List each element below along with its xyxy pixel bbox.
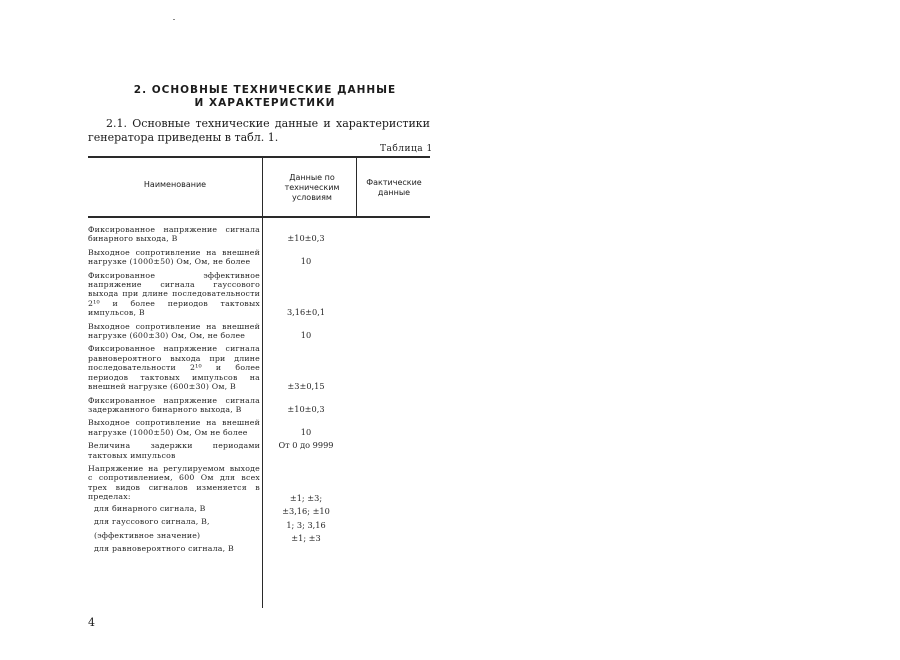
table-row [88, 441, 430, 460]
row-value [262, 271, 350, 318]
table-label: Таблица 1 [380, 144, 433, 154]
table-row [88, 418, 430, 437]
row-name-intro: Напряжение на регулируемом выходе с сопротивлением, 600 Ом для всех трех видов сигналов изменяется в пределах: [88, 463, 260, 502]
section-heading-line-2: И ХАРАКТЕРИСТИКИ [194, 97, 336, 109]
table-row [88, 396, 430, 415]
table-column-divider-2 [356, 156, 357, 218]
row-value [262, 248, 350, 267]
row-value-text: От 0 до 9999 [278, 440, 334, 451]
table-top-rule [88, 156, 430, 158]
row-value [262, 225, 350, 244]
table-row [88, 225, 430, 244]
row-value [262, 396, 350, 415]
table-body [88, 225, 430, 560]
header-spec: Данные по техническим условиям [284, 173, 340, 202]
header-actual: Фактические данные [366, 178, 422, 197]
header-name: Наименование [143, 180, 207, 189]
row-value [262, 464, 350, 556]
row-name: Выходное сопротивление на внешней нагрузке (600±30) Ом, Ом, не более [88, 321, 260, 341]
row-name: Фиксированное эффективное напряжение сигнала гауссового выхода при длине последовательности 2¹⁰ и более периодов тактовых импульсов, В [88, 270, 260, 318]
row-name: Выходное сопротивление на внешней нагрузке (1000±50) Ом, Ом, не более [88, 247, 260, 267]
table-row [88, 271, 430, 318]
row-sub-label: для равновероятного сигнала, В [94, 544, 234, 554]
intro-paragraph: 2.1. Основные технические данные и характеристики генератора приведены в табл. 1. [88, 117, 430, 144]
row-value-text: ±10±0,3 [287, 233, 325, 244]
row-value-text: 3,16±0,1 [286, 307, 326, 318]
table-row-multi [88, 464, 430, 556]
table-row [88, 248, 430, 267]
row-value [262, 344, 350, 391]
row-name [88, 464, 260, 556]
row-sub-value: ±1; ±3 [291, 533, 321, 544]
row-name: Фиксированное напряжение сигнала задержанного бинарного выхода, В [88, 395, 260, 414]
row-name: Фиксированное напряжение сигнала бинарного выхода, В [88, 225, 260, 244]
section-heading-line-1: 2. ОСНОВНЫЕ ТЕХНИЧЕСКИЕ ДАННЫЕ [133, 84, 397, 96]
row-sub-label: для гауссового сигнала, В, [94, 517, 210, 527]
row-value [262, 322, 350, 341]
table-row [88, 322, 430, 341]
row-value-text: 10 [300, 256, 312, 267]
row-sub-value: 1; 3; 3,16 [286, 519, 326, 530]
row-value-text: ±3±0,15 [287, 381, 325, 392]
row-value [262, 441, 350, 460]
row-value [262, 418, 350, 437]
scan-speck [173, 19, 175, 20]
row-name: Выходное сопротивление на внешней нагрузке (1000±50) Ом, Ом не более [88, 418, 260, 437]
row-sub-value: ±1; ±3; [289, 492, 323, 503]
table-row [88, 344, 430, 391]
row-sub-value: ±3,16; ±10 [282, 506, 330, 517]
section-heading [110, 84, 420, 110]
table-header-rule [88, 216, 430, 218]
row-sub-label: (эффективное значение) [94, 530, 201, 540]
row-value-text: 10 [300, 330, 312, 341]
row-name: Величина задержки периодами тактовых импульсов [88, 441, 260, 460]
row-value-text: ±10±0,3 [287, 403, 325, 414]
row-sub-label: для бинарного сигнала, В [94, 503, 206, 513]
row-value-text: 10 [300, 426, 312, 437]
row-name: Фиксированное напряжение сигнала равновероятного выхода при длине последовательности 2¹⁰ и более периодов тактовых импульсов на внешней нагрузке (600±30) Ом, В [88, 344, 260, 392]
page-number: 4 [88, 616, 95, 629]
